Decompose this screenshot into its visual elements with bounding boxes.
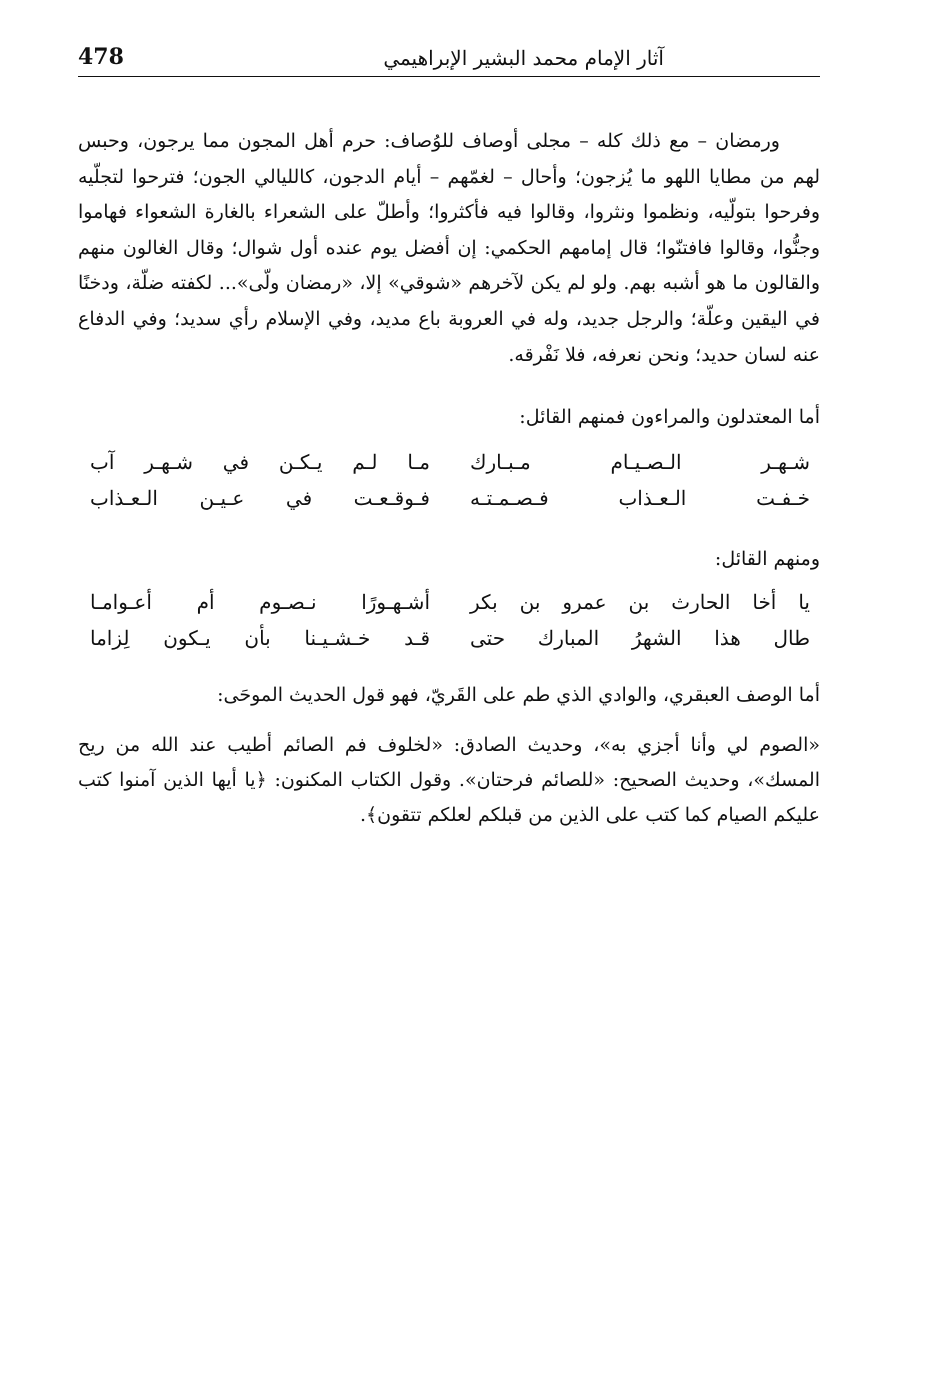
- hemistich-second: فـوقـعـت في عـيـن الـعـذاب: [90, 486, 430, 510]
- paragraph-text: ورمضان – مع ذلك كله – مجلى أوصاف للوُصاف: حرم أهل المجون مما يرجون، وحبس لهم من مطايا اللهو ما يُزجون؛ وأحال – لغمّهم – أيام الدجون، كالليالي الجون؛ فترحوا لتجلّيه وفرحوا بتولّيه، ونظموا ونثروا، وقالوا فيه فأكثروا؛ وأطلّ على الشعراء بالغارة الشعواء فهاموا وجنُّوا، وقالوا فافتنّوا؛ قال إمامهم الحكمي: إن أفضل يوم عنده أول شوال؛ وقال الغالون منهم والقالون ما هو أشبه بهم. ولو لم يكن لآخرهم «شوقي» إلا، «رمضان ولّى»... لكفته ضلّة، ودخنًا في اليقين وعلّة؛ والرجل جديد، وله في العروبة باع مديد، وفي الإسلام رأي سديد؛ وفي الدفاع عنه لسان حديد؛ ونحن نعرفه، فلا نَفْرقه.: [78, 130, 820, 366]
- hemistich-second: قـد خـشـيـنا بأن يـكون لِزاما: [90, 626, 430, 650]
- poem-verse: [78, 450, 820, 486]
- poem-others: [78, 590, 820, 662]
- book-page: [78, 0, 820, 1397]
- hemistich-first: طال هذا الشهرُ المبارك حتى: [470, 626, 810, 650]
- page-number: 478: [78, 44, 124, 70]
- poem-intro-moderates: أما المعتدلون والمراءون فمنهم القائل:: [519, 406, 820, 428]
- poem-verse: [78, 486, 820, 522]
- poem-verse: [78, 590, 820, 626]
- poem-intro-others: ومنهم القائل:: [714, 548, 820, 570]
- hemistich-first: شـهـر الـصـيـام مـبـارك: [470, 450, 810, 474]
- paragraph-ramadan-description: [78, 124, 820, 373]
- hemistich-second: أشـهـورًا نـصـوم أم أعـوامـا: [90, 590, 430, 614]
- hemistich-first: خـفـت الـعـذاب فـصـمـتـه: [470, 486, 810, 510]
- page-header: [78, 40, 820, 77]
- poem-verse: [78, 626, 820, 662]
- hemistich-second: مـا لـم يـكـن في شـهـر آب: [90, 450, 430, 474]
- hadith-intro: أما الوصف العبقري، والوادي الذي طم على القَريّ، فهو قول الحديث الموحَى:: [217, 684, 820, 706]
- paragraph-hadith-quran: «الصوم لي وأنا أجزي به»، وحديث الصادق: «لخلوف فم الصائم أطيب عند الله من ريح المسك»، وحديث الصحيح: «للصائم فرحتان». وقول الكتاب المكنون: ﴿يا أيها الذين آمنوا كتب عليكم الصيام كما كتب على الذين من قبلكم لعلكم تتقون﴾.: [78, 734, 820, 826]
- hemistich-first: يا أخا الحارث بن عمرو بن بكر: [470, 590, 810, 614]
- poem-moderates: [78, 450, 820, 522]
- running-title: آثار الإمام محمد البشير الإبراهيمي: [383, 46, 664, 70]
